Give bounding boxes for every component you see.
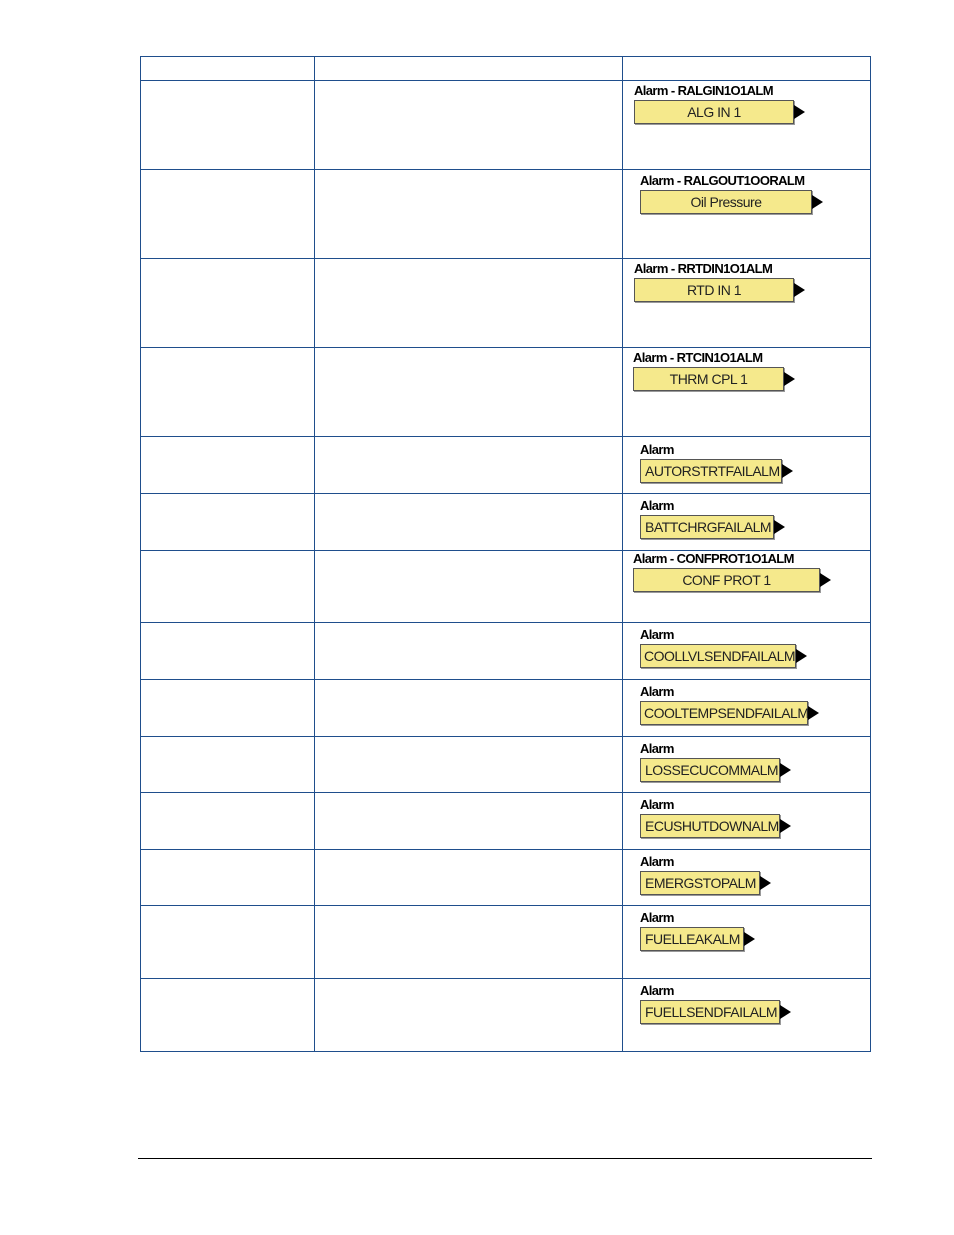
table-row [141,81,871,170]
alarm-label: Alarm [640,910,674,925]
output-arrow-icon [784,372,795,386]
alarm-box: COOLLVLSENDFAILALM [640,644,796,668]
alarm-block [640,443,793,483]
table-row [141,906,871,979]
alarm-label: Alarm [640,442,674,457]
alarm-label: Alarm - RRTDIN1O1ALM [634,261,773,276]
alarm-block [640,499,785,539]
output-arrow-icon [780,819,791,833]
alarm-table [140,56,871,1052]
alarm-box: Oil Pressure [640,190,812,214]
output-arrow-icon [794,105,805,119]
output-arrow-icon [812,195,823,209]
alarm-box: EMERGSTOPALM [640,871,760,895]
header-cell [315,57,623,81]
output-arrow-icon [794,283,805,297]
alarm-label: Alarm - RALGIN1O1ALM [634,83,773,98]
alarm-label: Alarm [640,627,674,642]
table-row [141,259,871,348]
table-row [141,348,871,437]
table-row [141,494,871,551]
table-header-row [141,57,871,81]
alarm-label: Alarm [640,498,674,513]
alarm-label: Alarm [640,854,674,869]
alarm-block [640,685,819,725]
table-row [141,737,871,793]
alarm-label: Alarm [640,684,674,699]
alarm-block [640,855,771,895]
alarm-block [634,262,805,302]
alarm-box: CONF PROT 1 [633,568,820,592]
alarm-label: Alarm - CONFPROT1O1ALM [633,551,794,566]
table-row [141,170,871,259]
alarm-block [640,742,791,782]
table-row [141,680,871,737]
alarm-block [633,552,831,592]
output-arrow-icon [808,706,819,720]
alarm-block [640,174,823,214]
alarm-box: ECUSHUTDOWNALM [640,814,780,838]
alarm-block [640,628,807,668]
output-arrow-icon [760,876,771,890]
alarm-label: Alarm - RALGOUT1OORALM [640,173,805,188]
table-row [141,551,871,623]
alarm-box: ALG IN 1 [634,100,794,124]
alarm-block [633,351,795,391]
alarm-label: Alarm [640,797,674,812]
table-row [141,623,871,680]
alarm-box: AUTORSTRTFAILALM [640,459,782,483]
table-row [141,437,871,494]
table-row [141,979,871,1052]
alarm-box: COOLTEMPSENDFAILALM [640,701,808,725]
output-arrow-icon [744,932,755,946]
alarm-box: BATTCHRGFAILALM [640,515,774,539]
table-row [141,793,871,850]
alarm-label: Alarm [640,741,674,756]
alarm-block [640,798,791,838]
output-arrow-icon [782,464,793,478]
alarm-box: LOSSECUCOMMALM [640,758,780,782]
alarm-block [640,911,755,951]
alarm-box: RTD IN 1 [634,278,794,302]
output-arrow-icon [820,573,831,587]
alarm-box: THRM CPL 1 [633,367,784,391]
alarm-label: Alarm [640,983,674,998]
header-cell [141,57,315,81]
alarm-block [634,84,805,124]
alarm-block [640,984,791,1024]
output-arrow-icon [774,520,785,534]
alarm-box: FUELLSENDFAILALM [640,1000,780,1024]
output-arrow-icon [780,1005,791,1019]
output-arrow-icon [796,649,807,663]
header-cell [623,57,871,81]
table-row [141,850,871,906]
alarm-box: FUELLEAKALM [640,927,744,951]
output-arrow-icon [780,763,791,777]
alarm-label: Alarm - RTCIN1O1ALM [633,350,763,365]
footer-rule [138,1158,872,1159]
